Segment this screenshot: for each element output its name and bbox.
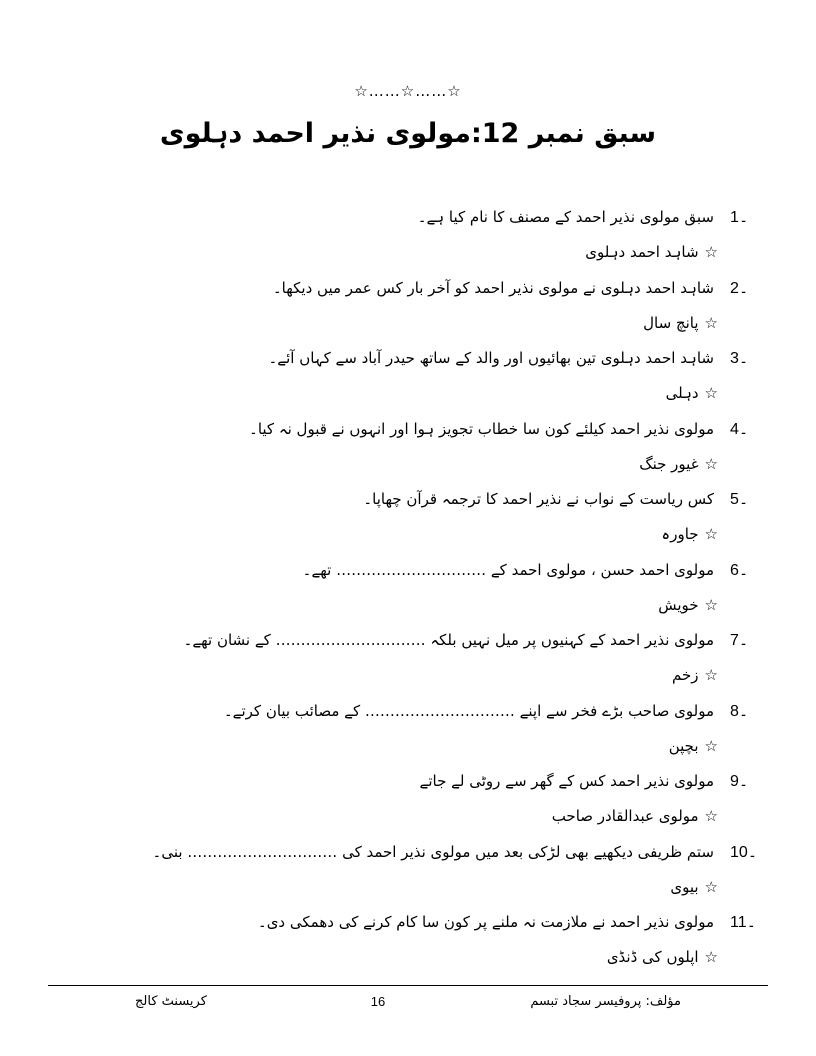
dotted-separator: …… bbox=[415, 82, 448, 100]
star-icon: ☆ bbox=[704, 948, 718, 966]
question-row bbox=[286, 489, 766, 509]
star-icon: ☆ bbox=[704, 454, 718, 473]
question-number: 9۔ bbox=[730, 773, 749, 790]
footer-college: کریسنٹ کالج bbox=[135, 994, 207, 1009]
question-text: مولوی نذیر احمد کے کہنیوں پر میل نہیں بلکہ ………………………… کے نشان تھے۔ bbox=[183, 631, 714, 649]
footer-divider bbox=[48, 985, 768, 986]
star-icon: ☆ bbox=[704, 313, 718, 332]
question-row bbox=[286, 560, 766, 580]
answer-text: اپلوں کی ڈنڈی bbox=[606, 948, 699, 966]
answer-row bbox=[670, 878, 718, 896]
question-row bbox=[152, 842, 766, 862]
question-row bbox=[272, 278, 766, 298]
star-icon: ☆ bbox=[704, 525, 718, 543]
question-text: مولوی نذیر احمد نے ملازمت نہ ملنے پر کون سا کام کرنے کی دھمکی دی۔ bbox=[257, 913, 714, 931]
question-text: مولوی صاحب بڑے فخر سے اپنے ………………………… کے مصائب بیان کرتے۔ bbox=[223, 701, 714, 720]
answer-text: غیور جنگ bbox=[639, 454, 699, 473]
question-number: 8۔ bbox=[730, 702, 749, 720]
question-text: شاہد احمد دہلوی تین بھائیوں اور والد کے ساتھ حیدر آباد سے کہاں آئے۔ bbox=[268, 349, 714, 367]
question-number: 5۔ bbox=[730, 491, 749, 508]
question-text: مولوی نذیر احمد کس کے گھر سے روٹی لے جاتے bbox=[419, 772, 714, 790]
page-number: 16 bbox=[370, 994, 386, 1009]
question-text: مولوی نذیر احمد کیلئے کون سا خطاب تجویز ہوا اور انہوں نے قبول نہ کیا۔ bbox=[249, 419, 714, 438]
star-icon: ☆ bbox=[704, 807, 718, 825]
answer-text: جاورہ bbox=[661, 525, 699, 543]
question-text: مولوی احمد حسن ، مولوی احمد کے ………………………… تھے۔ bbox=[302, 560, 714, 579]
answer-row bbox=[658, 596, 718, 614]
star-icon: ☆ bbox=[704, 384, 718, 402]
star-icon: ☆ bbox=[704, 877, 718, 896]
star-icon: ☆ bbox=[354, 82, 369, 100]
star-icon: ☆ bbox=[704, 666, 718, 684]
answer-text: مولوی عبدالقادر صاحب bbox=[551, 807, 699, 825]
answer-row bbox=[666, 384, 718, 402]
question-text: شاہد احمد دہلوی نے مولوی نذیر احمد کو آخر بار کس عمر میں دیکھا۔ bbox=[272, 278, 714, 297]
answer-row bbox=[585, 243, 718, 261]
answer-text: زخم bbox=[672, 666, 699, 684]
question-number: 10۔ bbox=[730, 843, 758, 861]
question-row bbox=[286, 771, 766, 791]
question-row bbox=[223, 701, 766, 721]
star-icon: ☆ bbox=[704, 243, 718, 261]
question-row bbox=[249, 419, 766, 439]
answer-text: بچپن bbox=[668, 736, 699, 755]
question-number: 11۔ bbox=[730, 914, 756, 931]
answer-row bbox=[607, 948, 718, 966]
answer-row bbox=[672, 666, 718, 684]
question-text: سبق مولوی نذیر احمد کے مصنف کا نام کیا ہے۔ bbox=[417, 208, 714, 226]
question-number: 1۔ bbox=[730, 209, 749, 226]
question-text: کس ریاست کے نواب نے نذیر احمد کا ترجمہ قرآن چھاپا۔ bbox=[363, 490, 714, 508]
answer-text: بیوی bbox=[670, 877, 699, 896]
question-row bbox=[257, 912, 766, 932]
star-icon: ☆ bbox=[447, 82, 462, 100]
question-row bbox=[268, 348, 766, 368]
answer-row bbox=[661, 525, 718, 543]
star-icon: ☆ bbox=[400, 82, 416, 100]
question-number: 7۔ bbox=[730, 632, 749, 649]
question-row bbox=[183, 630, 766, 650]
question-text: ستم ظریفی دیکھیے بھی لڑکی بعد میں مولوی نذیر احمد کی ………………………… بنی۔ bbox=[152, 842, 714, 861]
page-title: سبق نمبر 12:مولوی نذیر احمد دہلوی bbox=[159, 118, 657, 149]
question-number: 3۔ bbox=[730, 350, 749, 367]
answer-row bbox=[639, 455, 718, 473]
star-icon: ☆ bbox=[704, 595, 718, 614]
dotted-separator: …… bbox=[368, 82, 401, 100]
answer-text: پانچ سال bbox=[643, 313, 699, 332]
question-number: 4۔ bbox=[730, 420, 749, 438]
answer-row bbox=[669, 737, 718, 755]
answer-text: دہلی bbox=[665, 384, 699, 402]
question-number: 6۔ bbox=[730, 561, 749, 579]
question-row bbox=[286, 207, 766, 227]
decorative-stars bbox=[0, 82, 816, 100]
answer-text: خویش bbox=[658, 595, 699, 614]
answer-row bbox=[643, 314, 718, 332]
question-number: 2۔ bbox=[730, 279, 749, 297]
answer-text: شاہد احمد دہلوی bbox=[585, 243, 699, 261]
footer-author: مؤلف: پروفیسر سجاد تبسم bbox=[530, 994, 681, 1009]
answer-row bbox=[552, 807, 718, 825]
star-icon: ☆ bbox=[704, 736, 718, 755]
